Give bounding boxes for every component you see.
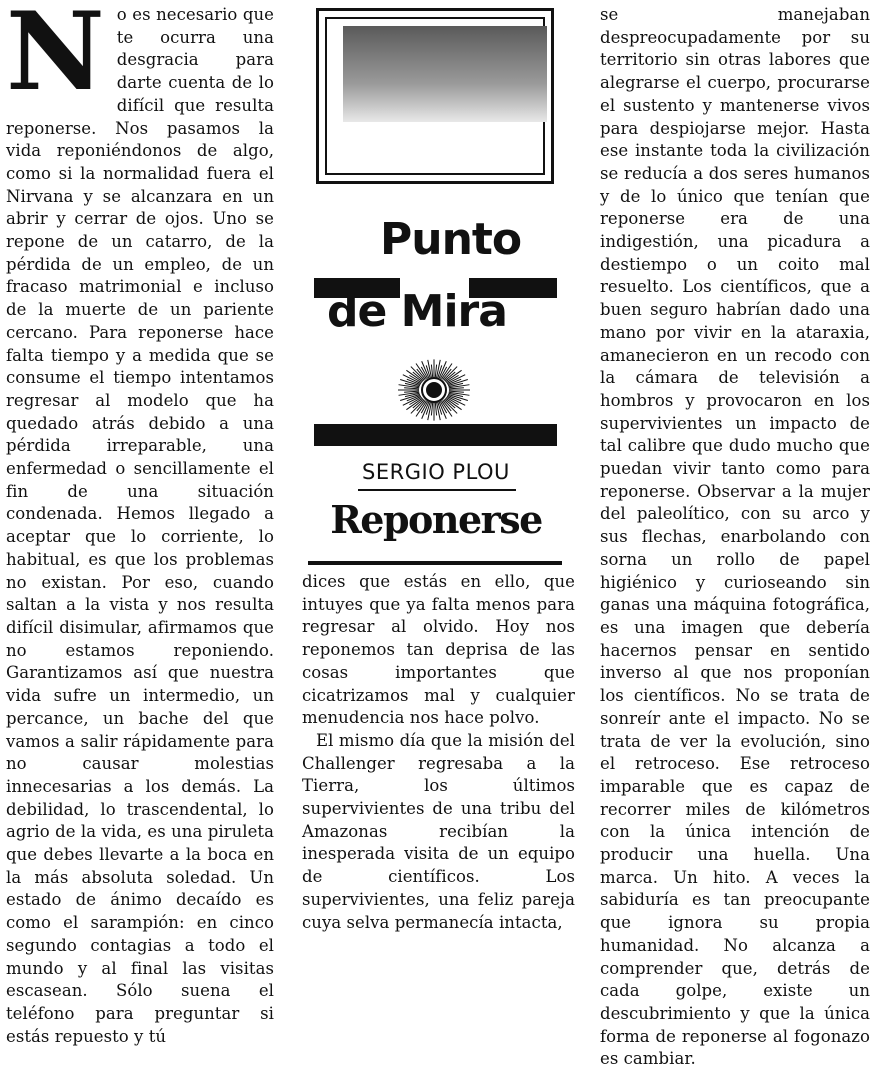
headline-rule	[308, 561, 562, 565]
section-title-line-2: de Mira	[327, 286, 507, 337]
author-underline	[358, 489, 516, 491]
halftone-image	[343, 26, 547, 122]
section-logo-inner-frame	[325, 17, 545, 175]
drop-cap: N	[6, 0, 105, 115]
author-byline: SERGIO PLOU	[362, 460, 510, 484]
starburst-eye-icon	[392, 354, 476, 426]
column-3-text: se manejaban despreocupadamente por su territorio sin otras labores que alegrarse el cuerpo, procurarse el sustento y mantenerse vivos para despiojarse mejor. Hasta ese instante toda la civilización se reducía a dos seres humanos y de lo único que tenían que reponerse era de una indigestión, una picadura a destiempo o un coito mal resuelto. Los científicos, que a buen seguro habrían dado una mano por vivir en la ataraxia, amanecieron en un recodo con la cámara de televisión a hombros y provocaron en los supervivientes un impacto de tal calibre que dudo mucho que puedan vivir tanto como para reponerse. Observar a la mujer del paleolítico, con su arco y sus flechas, enarbolando con sorna un rollo de papel higiénico y curioseando sin ganas una máquina fotográfica, es una imagen que debería hacernos pensar en sentido inverso al que nos proponían los científicos. No se trata de sonreír ante el impacto. No se trata de ver la evolución, sino el retroceso. Ese retroceso imparable que es capaz de recorrer miles de kilómetros con la única intención de producir una huella. Una marca. Un hito. A veces la sabiduría es tan preocupante que ignora su propia humanidad. No alcanza a comprender que, detrás de cada golpe, existe un descubrimiento y que la única forma de reponerse al fogonazo es cambiar.	[600, 5, 870, 1069]
article-column-2	[302, 571, 575, 934]
column-2-paragraph: dices que estás en ello, que intuyes que ya falta menos para regresar al olvido. Hoy nos reponemos tan deprisa de las cosas importantes que cicatrizamos mal y cualquier menudencia nos hace polvo.	[302, 572, 575, 728]
article-headline: Reponerse	[330, 497, 542, 542]
logo-bar-bottom	[314, 424, 557, 446]
article-column-3	[600, 4, 870, 1071]
column-2-paragraph: El mismo día que la misión del Challenger regresaba a la Tierra, los últimos supervivientes de una tribu del Amazonas recibían la inesperada visita de un equipo de científicos. Los supervivientes, una feliz pareja cuya selva permanecía intacta,	[302, 730, 575, 932]
section-title-line-1: Punto	[380, 214, 522, 265]
column-1-text: o es necesario que te ocurra una desgracia para darte cuenta de lo difícil que resulta reponerse. Nos pasamos la vida reponiéndonos de algo, como si la normalidad fuera el Nirvana y se alcanzara en un abrir y cerrar de ojos. Uno se repone de un catarro, de la pérdida de un empleo, de un fracaso matrimonial e incluso de la muerte de un pariente cercano. Para reponerse hace falta tiempo y a medida que se consume el tiempo intentamos regresar al modelo que ha quedado atrás debido a una pérdida irreparable, una enfermedad o sencillamente el fin de una situación condenada. Hemos llegado a aceptar que lo corriente, lo habitual, es que los problemas no existan. Por eso, cuando saltan a la vista y nos resulta difícil disimular, afirmamos que no estamos reponiendo. Garantizamos así que nuestra vida sufre un intermedio, un percance, un bache del que vamos a salir rápidamente para no causar molestias innecesarias a los demás. La debilidad, lo trascendental, lo agrio de la vida, es una piruleta que debes llevarte a la boca en la más absoluta soledad. Un estado de ánimo decaído es como el sarampión: en cinco segundo contagias a todo el mundo y al final las visitas escasean. Sólo suena el teléfono para preguntar si estás repuesto y tú	[6, 5, 274, 1046]
section-logo-frame	[316, 8, 554, 184]
article-column-1	[6, 0, 274, 1048]
